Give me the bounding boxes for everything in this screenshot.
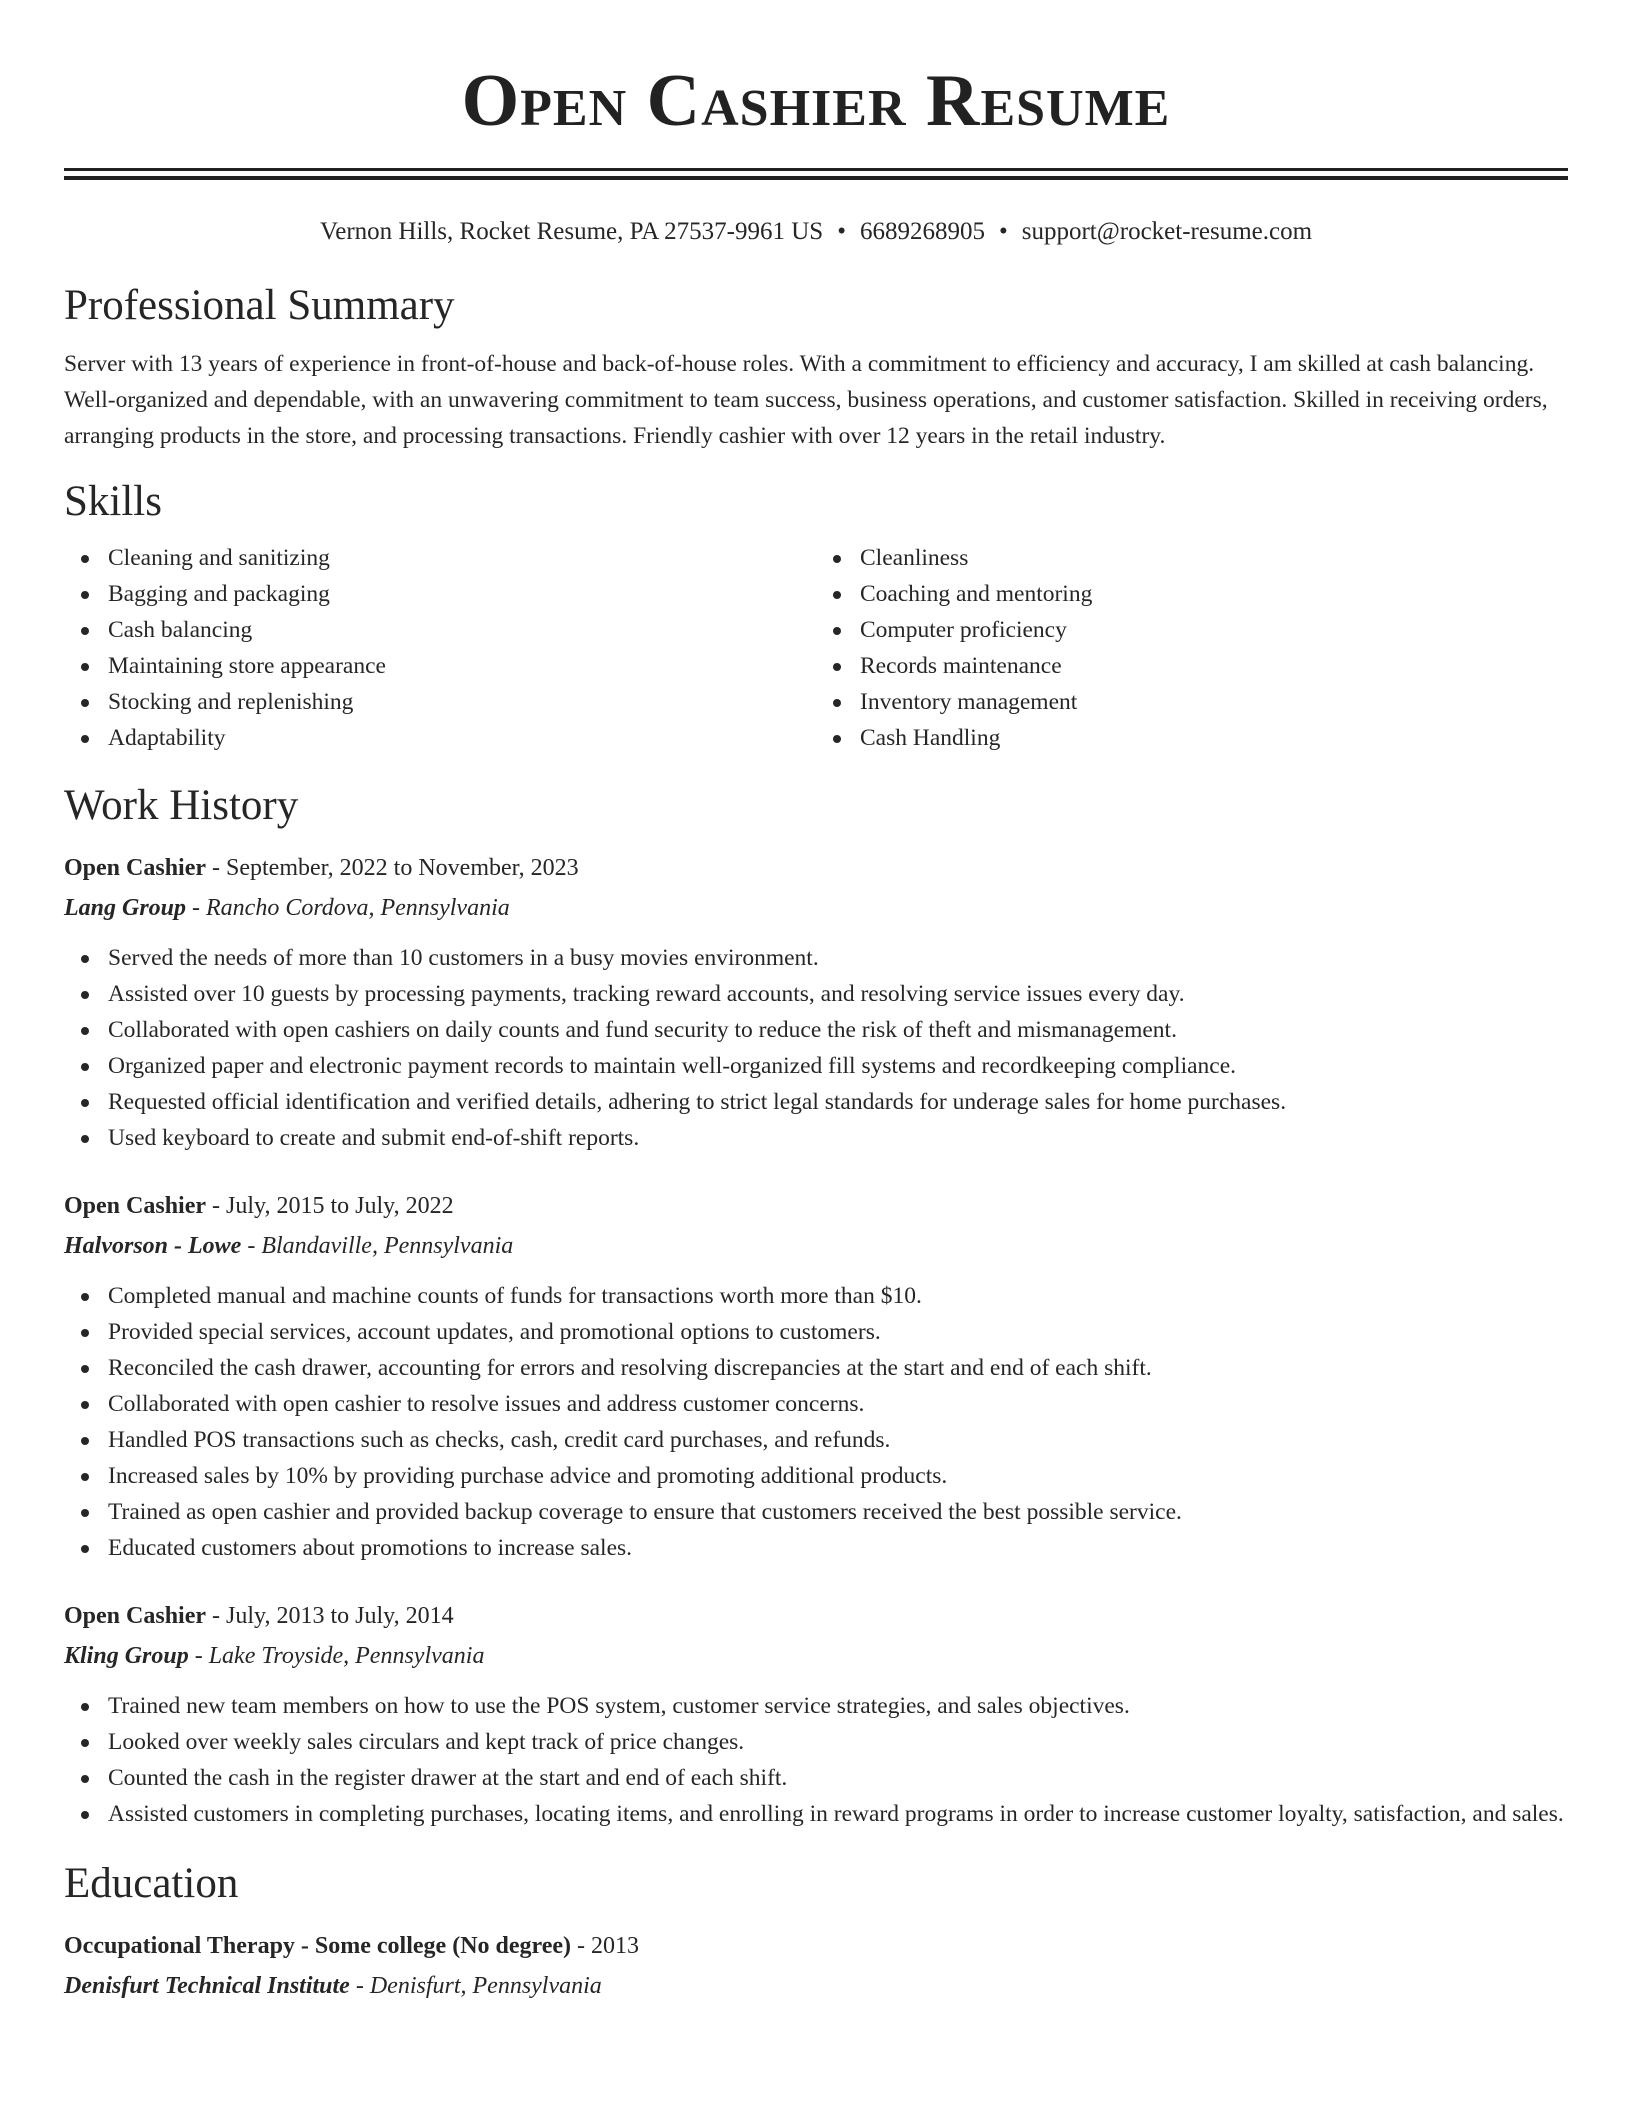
- job-title-line: [64, 850, 1568, 886]
- contact-email: support@rocket-resume.com: [1021, 218, 1313, 245]
- education-degree: Occupational Therapy - Some college (No degree): [64, 1933, 572, 1959]
- job-bullet: Assisted customers in completing purchases, locating items, and enrolling in reward programs in order to increase customer loyalty, satisfaction, and sales.: [108, 1796, 1568, 1832]
- job-bullets: [64, 1688, 1568, 1832]
- job-entry: [64, 1598, 1568, 1832]
- job-location: - Lake Troyside, Pennsylvania: [188, 1643, 485, 1669]
- job-title: Open Cashier: [64, 1603, 207, 1629]
- job-bullet: Increased sales by 10% by providing purchase advice and promoting additional products.: [108, 1458, 1568, 1494]
- skill-item: Cash balancing: [108, 612, 816, 648]
- summary-text: Server with 13 years of experience in front-of-house and back-of-house roles. With a commitment to efficiency and accuracy, I am skilled at cash balancing. Well-organized and dependable, with an unwavering commitment to team success, business operations, and customer satisfaction. Skilled in receiving orders, arranging products in the store, and processing transactions. Friendly cashier with over 12 years in the retail industry.: [64, 351, 1548, 449]
- job-bullet: Counted the cash in the register drawer at the start and end of each shift.: [108, 1760, 1568, 1796]
- skill-item: Adaptability: [108, 720, 816, 756]
- skill-item: Stocking and replenishing: [108, 684, 816, 720]
- job-bullet: Assisted over 10 guests by processing payments, tracking reward accounts, and resolving service issues every day.: [108, 976, 1568, 1012]
- skill-item: Coaching and mentoring: [860, 576, 1568, 612]
- summary-heading: Professional Summary: [64, 282, 455, 329]
- skill-item: Records maintenance: [860, 648, 1568, 684]
- job-company: Kling Group: [64, 1643, 189, 1669]
- skill-item: Maintaining store appearance: [108, 648, 816, 684]
- job-bullet: Educated customers about promotions to increase sales.: [108, 1530, 1568, 1566]
- education-year: - 2013: [571, 1933, 640, 1959]
- job-dates: - July, 2013 to July, 2014: [206, 1603, 454, 1629]
- job-bullet: Trained as open cashier and provided backup coverage to ensure that customers received the best possible service.: [108, 1494, 1568, 1530]
- contact-separator: •: [837, 218, 846, 245]
- job-bullets: [64, 940, 1568, 1156]
- job-entry: [64, 1188, 1568, 1566]
- skills-columns: [64, 540, 1568, 756]
- job-dates: - July, 2015 to July, 2022: [206, 1193, 454, 1219]
- job-bullet: Collaborated with open cashiers on daily counts and fund security to reduce the risk of theft and mismanagement.: [108, 1012, 1568, 1048]
- job-title-line: [64, 1598, 1568, 1634]
- skill-item: Cash Handling: [860, 720, 1568, 756]
- skill-item: Cleanliness: [860, 540, 1568, 576]
- skill-item: Computer proficiency: [860, 612, 1568, 648]
- job-bullet: Looked over weekly sales circulars and kept track of price changes.: [108, 1724, 1568, 1760]
- job-company-line: [64, 1228, 1568, 1264]
- skills-list-right: [816, 540, 1568, 756]
- job-location: - Blandaville, Pennsylvania: [241, 1233, 514, 1259]
- contact-phone: 6689268905: [859, 218, 985, 245]
- job-company: Halvorson - Lowe: [64, 1233, 242, 1259]
- education-location: - Denisfurt, Pennsylvania: [349, 1973, 602, 1999]
- education-school: Denisfurt Technical Institute: [64, 1973, 350, 1999]
- job-bullet: Completed manual and machine counts of funds for transactions worth more than $10.: [108, 1278, 1568, 1314]
- work-history-heading: Work History: [64, 782, 299, 829]
- job-entry: [64, 850, 1568, 1156]
- skill-item: Bagging and packaging: [108, 576, 816, 612]
- job-dates: - September, 2022 to November, 2023: [206, 855, 579, 881]
- title-divider-top: [64, 168, 1568, 171]
- job-bullet: Requested official identification and verified details, adhering to strict legal standards for underage sales for home purchases.: [108, 1084, 1568, 1120]
- education-heading: Education: [64, 1860, 239, 1907]
- title-divider-bottom: [64, 176, 1568, 180]
- job-bullet: Served the needs of more than 10 customers in a busy movies environment.: [108, 940, 1568, 976]
- job-location: - Rancho Cordova, Pennsylvania: [186, 895, 510, 921]
- skill-item: Inventory management: [860, 684, 1568, 720]
- job-bullet: Reconciled the cash drawer, accounting for errors and resolving discrepancies at the start and end of each shift.: [108, 1350, 1568, 1386]
- job-title: Open Cashier: [64, 1193, 207, 1219]
- job-title: Open Cashier: [64, 855, 207, 881]
- education-school-line: [64, 1968, 1568, 2004]
- resume-title: Open Cashier Resume: [461, 60, 1171, 142]
- skills-heading: Skills: [64, 478, 162, 525]
- job-bullets: [64, 1278, 1568, 1566]
- education-degree-line: [64, 1928, 1568, 1964]
- contact-address: Vernon Hills, Rocket Resume, PA 27537-9961 US: [319, 218, 824, 245]
- job-bullet: Trained new team members on how to use the POS system, customer service strategies, and sales objectives.: [108, 1688, 1568, 1724]
- job-bullet: Collaborated with open cashier to resolve issues and address customer concerns.: [108, 1386, 1568, 1422]
- job-bullet: Provided special services, account updates, and promotional options to customers.: [108, 1314, 1568, 1350]
- skill-item: Cleaning and sanitizing: [108, 540, 816, 576]
- skills-list-left: [64, 540, 816, 756]
- job-company-line: [64, 1638, 1568, 1674]
- job-bullet: Organized paper and electronic payment records to maintain well-organized fill systems and recordkeeping compliance.: [108, 1048, 1568, 1084]
- job-bullet: Handled POS transactions such as checks, cash, credit card purchases, and refunds.: [108, 1422, 1568, 1458]
- job-company: Lang Group: [64, 895, 187, 921]
- job-bullet: Used keyboard to create and submit end-of-shift reports.: [108, 1120, 1568, 1156]
- job-title-line: [64, 1188, 1568, 1224]
- contact-line: [64, 216, 1568, 248]
- job-company-line: [64, 890, 1568, 926]
- contact-separator: •: [998, 218, 1008, 245]
